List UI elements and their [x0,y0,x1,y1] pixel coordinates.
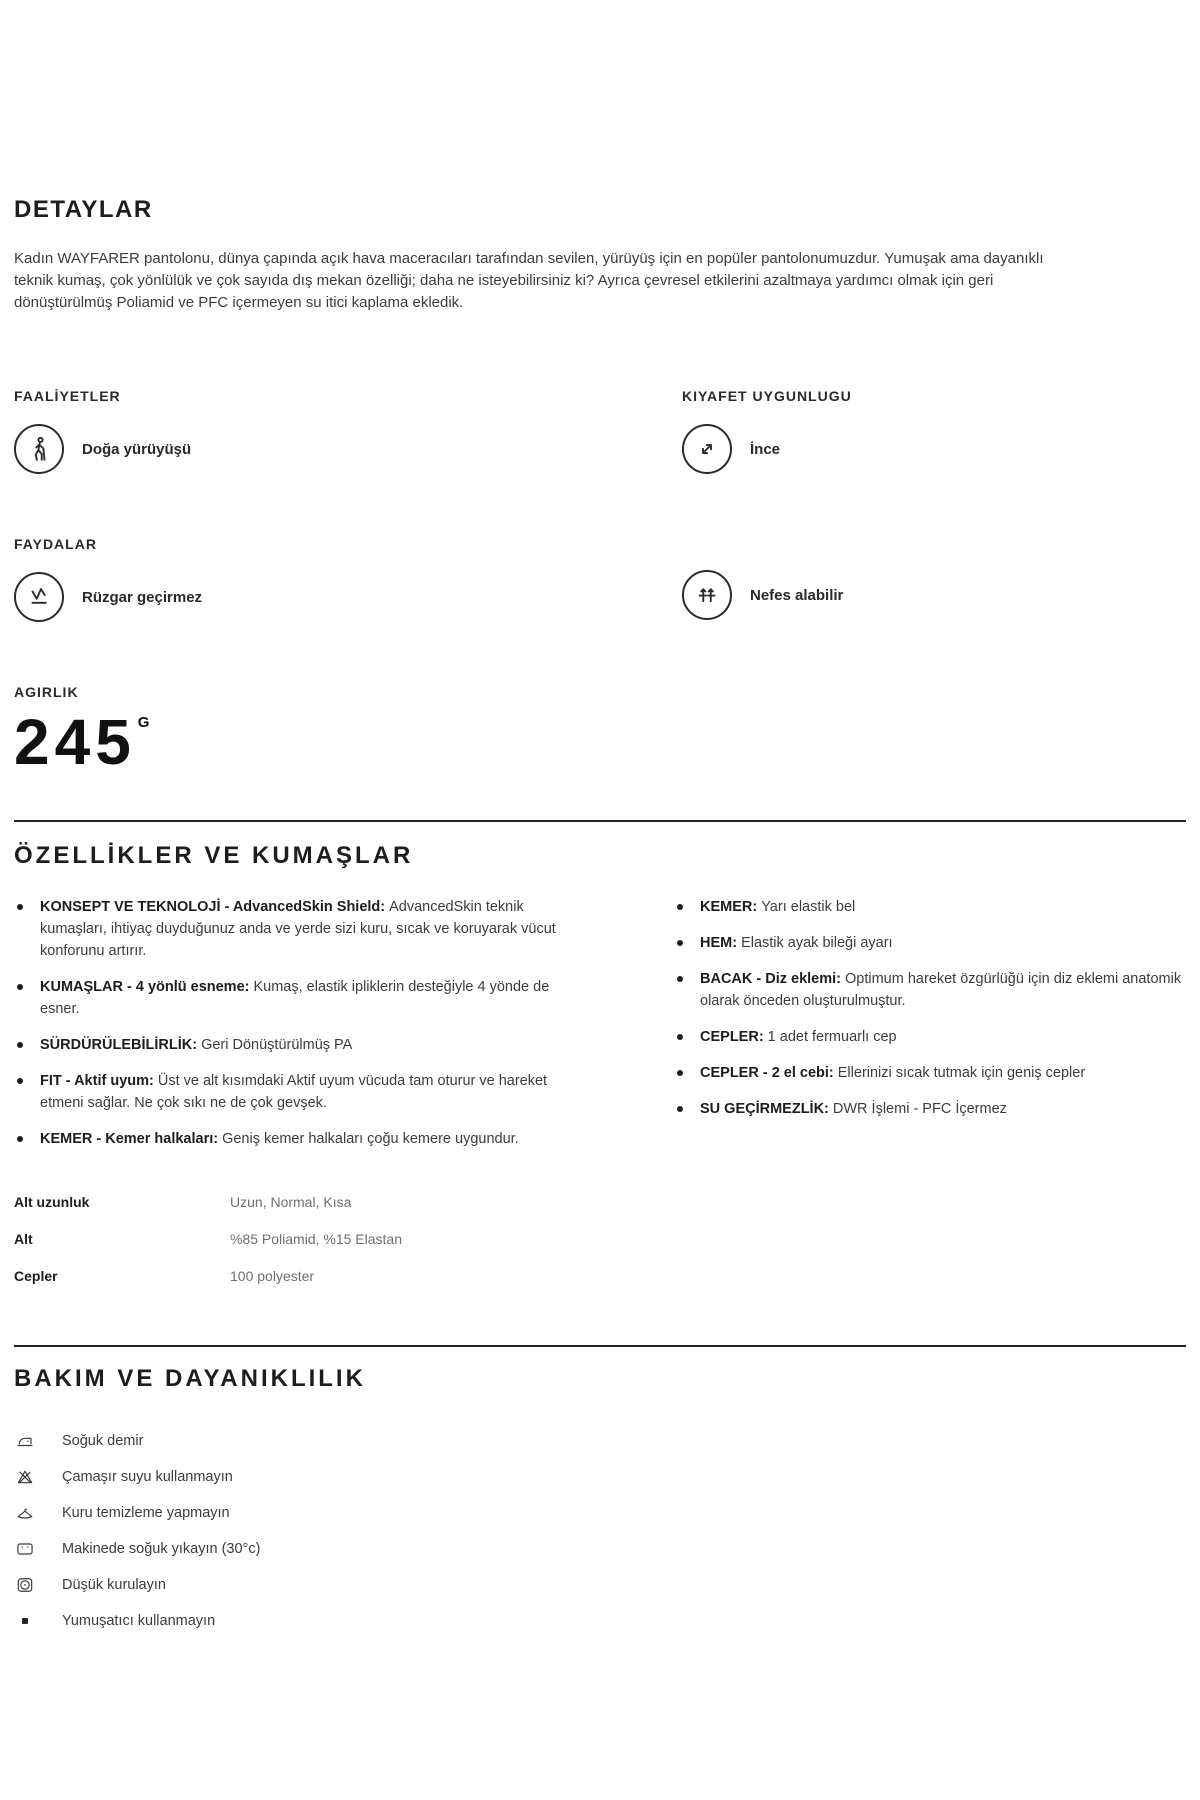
activities-block [14,388,682,474]
material-label: Cepler [14,1268,58,1284]
fit-item [682,424,1186,474]
care-label: Çamaşır suyu kullanmayın [62,1469,233,1485]
weight-title: AGIRLIK [14,684,79,700]
benefit-label: Nefes alabilir [750,586,844,604]
material-value: Uzun, Normal, Kısa [230,1194,352,1210]
features-section [14,842,1186,1305]
material-value: 100 polyester [230,1268,315,1284]
materials-table [14,1194,1186,1305]
heading-spacer [682,536,1186,550]
feature-item: KONSEPT VE TEKNOLOJİ - AdvancedSkin Shield: AdvancedSkin teknik kumaşları, ihtiyaç duyduğunuz anda ve yerde sizi kuru, sıcak ve koruyarak vücut konforunu artırır. [14,896,570,962]
care-list [14,1423,1186,1639]
care-item [14,1531,1186,1567]
benefit-item [682,570,1186,620]
machine-wash-cold-icon [14,1539,36,1559]
features-columns [14,896,1186,1164]
care-item [14,1603,1186,1639]
activity-item [14,424,682,474]
feature-item: KEMER: Yarı elastik bel [674,896,1186,918]
care-title: BAKIM VE DAYANIKLILIK [14,1365,366,1392]
table-row [14,1231,1186,1268]
features-left-column [14,896,570,1164]
no-dry-clean-icon [14,1503,36,1523]
care-label: Makinede soğuk yıkayın (30°c) [62,1541,261,1557]
table-row [14,1268,1186,1305]
feature-item: CEPLER: 1 adet fermuarlı cep [674,1026,1186,1048]
feature-item: KUMAŞLAR - 4 yönlü esneme: Kumaş, elastik ipliklerin desteğiyle 4 yönde de esner. [14,976,570,1020]
details-description: Kadın WAYFARER pantolonu, dünya çapında açık hava maceracıları tarafından sevilen, yürüyüş için en popüler pantolonumuzdur. Yumuşak ama dayanıklı teknik kumaş, çok yönlülük ve çok sayıda dış mekan özelliği; daha ne isteyebilirsiniz ki? Ayrıca çevresel etkilerini azaltmaya yardımcı olmak için geri dönüştürülmüş Poliamid ve PFC içermeyen su itici kaplama ekledik. [14,250,1044,311]
care-label: Düşük kurulayın [62,1577,166,1593]
benefits-title: FAYDALAR [14,536,97,552]
weight-value [14,706,1186,778]
features-right-column [674,896,1186,1134]
weight-unit: G [137,714,150,731]
benefits-block-right [682,536,1186,622]
care-label: Kuru temizleme yapmayın [62,1505,230,1521]
section-divider [14,1345,1186,1347]
feature-item: BACAK - Diz eklemi: Optimum hareket özgürlüğü için diz eklemi anatomik olarak önceden oluşturulmuştur. [674,968,1186,1012]
section-divider [14,820,1186,822]
no-bleach-icon [14,1467,36,1487]
material-label: Alt [14,1231,33,1247]
material-value: %85 Poliamid, %15 Elastan [230,1231,402,1247]
no-softener-icon [14,1611,36,1631]
hiker-icon [14,424,64,474]
fit-block [682,388,1186,474]
weight-number: 245 [14,706,136,778]
activities-title: FAALİYETLER [14,388,121,404]
care-item [14,1495,1186,1531]
benefits-block-left [14,536,682,622]
feature-item: FIT - Aktif uyum: Üst ve alt kısımdaki Aktif uyum vücuda tam oturur ve hareket etmeni sağlar. Ne çok sıkı ne de çok gevşek. [14,1070,570,1114]
windproof-icon [14,572,64,622]
care-item [14,1567,1186,1603]
material-label: Alt uzunluk [14,1194,90,1210]
iron-cold-icon [14,1431,36,1451]
weight-section [14,684,1186,778]
benefit-label: Rüzgar geçirmez [82,588,203,606]
fit-title: KIYAFET UYGUNLUGU [682,388,852,404]
feature-item: HEM: Elastik ayak bileği ayarı [674,932,1186,954]
activity-label: Doğa yürüyüşü [82,440,192,458]
feature-item: KEMER - Kemer halkaları: Geniş kemer halkaları çoğu kemere uygundur. [14,1128,570,1150]
feature-item: SU GEÇİRMEZLİK: DWR İşlemi - PFC İçermez [674,1098,1186,1120]
breathable-icon [682,570,732,620]
feature-item: CEPLER - 2 el cebi: Ellerinizi sıcak tutmak için geniş cepler [674,1062,1186,1084]
features-title: ÖZELLİKLER VE KUMAŞLAR [14,842,414,869]
tumble-dry-low-icon [14,1575,36,1595]
details-section [14,196,1186,314]
care-label: Yumuşatıcı kullanmayın [62,1613,216,1629]
diagonal-arrows-icon [682,424,732,474]
care-item [14,1423,1186,1459]
benefit-item [14,572,682,622]
care-section [14,1365,1186,1639]
details-title: DETAYLAR [14,196,153,223]
care-label: Soğuk demir [62,1433,144,1449]
fit-label: İnce [750,440,781,458]
table-row [14,1194,1186,1231]
feature-item: SÜRDÜRÜLEBİLİRLİK: Geri Dönüştürülmüş PA [14,1034,570,1056]
care-item [14,1459,1186,1495]
attributes-grid [14,388,1186,622]
